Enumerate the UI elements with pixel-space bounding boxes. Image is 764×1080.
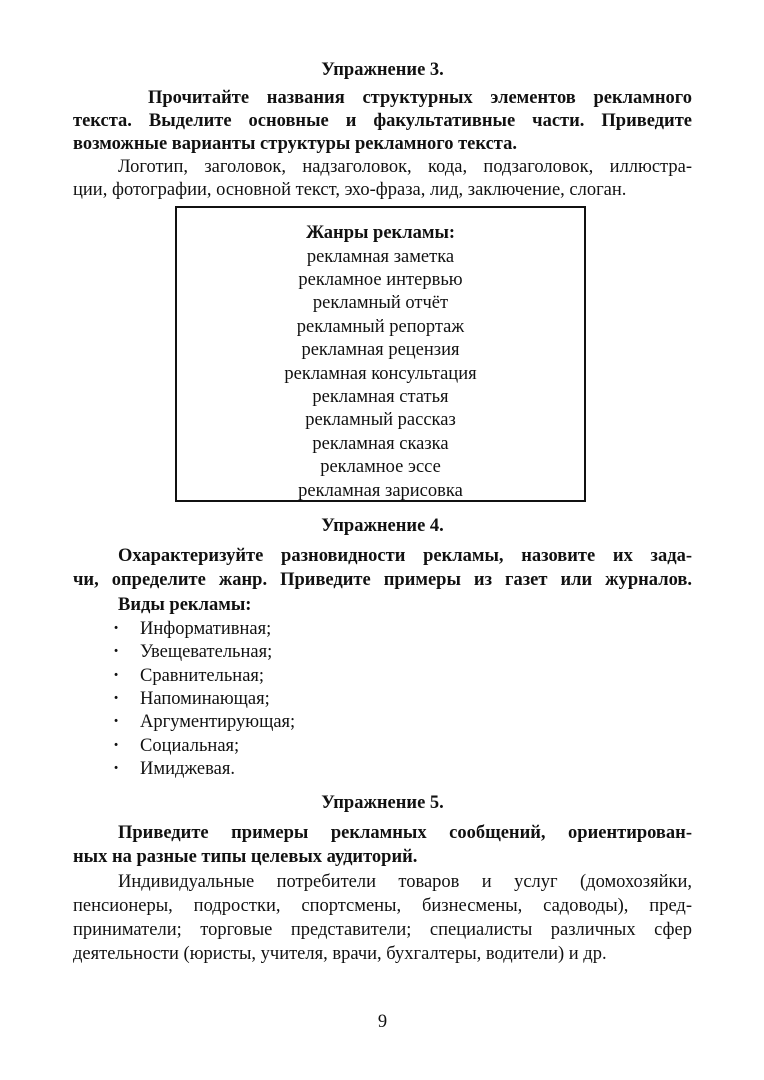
bullet-icon: · xyxy=(113,712,120,732)
ad-genres-title: Жанры рекламы: xyxy=(305,223,456,243)
bullet-icon: · xyxy=(113,642,120,662)
exercise-5-heading: Упражнение 5. xyxy=(321,793,444,813)
ad-genre-item: рекламное эссе xyxy=(320,457,441,477)
exercise-3-task-line: возможные варианты структуры рекламного текста. xyxy=(73,134,517,154)
ad-type-item: · Напоминающая; xyxy=(113,689,270,709)
exercise-5-text-line: деятельности (юристы, учителя, врачи, бухгалтеры, водители) и др. xyxy=(73,944,607,964)
bullet-icon: · xyxy=(113,759,120,779)
ad-type-item: · Социальная; xyxy=(113,736,240,756)
ad-genre-item: рекламное интервью xyxy=(298,270,463,290)
bullet-icon: · xyxy=(113,666,120,686)
ad-types-title: Виды рекламы: xyxy=(118,595,252,615)
exercise-4-heading: Упражнение 4. xyxy=(321,516,444,536)
exercise-5-text-line: приниматели; торговые представители; специалисты различных сфер xyxy=(73,920,692,940)
ad-type-item: · Увещевательная; xyxy=(113,642,273,662)
ad-genre-item: рекламный отчёт xyxy=(312,293,449,313)
bullet-icon: · xyxy=(113,689,120,709)
exercise-3-heading: Упражнение 3. xyxy=(321,60,444,80)
ad-genre-item: рекламный репортаж xyxy=(296,317,465,337)
ad-genre-item: рекламная заметка xyxy=(306,247,455,267)
exercise-4-task-line: Охарактеризуйте разновидности рекламы, назовите их зада- xyxy=(118,546,692,566)
ad-genre-item: рекламная сказка xyxy=(312,434,449,454)
ad-genre-item: рекламный рассказ xyxy=(305,410,456,430)
exercise-5-text-line: пенсионеры, подростки, спортсмены, бизнесмены, садоводы), пред- xyxy=(73,896,692,916)
exercise-3-text-line: Логотип, заголовок, надзаголовок, кода, подзаголовок, иллюстра- xyxy=(118,157,692,177)
ad-type-item: · Информативная; xyxy=(113,619,272,639)
ad-genres-box xyxy=(175,206,586,502)
ad-genre-item: рекламная рецензия xyxy=(301,340,460,360)
ad-type-item: · Сравнительная; xyxy=(113,666,265,686)
ad-genre-item: рекламная консультация xyxy=(284,364,477,384)
page-number: 9 xyxy=(377,1012,388,1032)
exercise-3-text-line: ции, фотографии, основной текст, эхо-фраза, лид, заключение, слоган. xyxy=(73,180,627,200)
bullet-icon: · xyxy=(113,736,120,756)
exercise-3-task-line: текста. Выделите основные и факультативные части. Приведите xyxy=(73,111,692,131)
exercise-4-task-line: чи, определите жанр. Приведите примеры из газет или журналов. xyxy=(73,570,692,590)
exercise-5-task-line: ных на разные типы целевых аудиторий. xyxy=(73,847,418,867)
ad-genre-item: рекламная статья xyxy=(312,387,449,407)
bullet-icon: · xyxy=(113,619,120,639)
ad-type-item: · Аргументирующая; xyxy=(113,712,296,732)
ad-genre-item: рекламная зарисовка xyxy=(298,481,463,501)
exercise-5-text-line: Индивидуальные потребители товаров и услуг (домохозяйки, xyxy=(118,872,692,892)
exercise-3-task-line: Прочитайте названия структурных элементов рекламного xyxy=(148,88,692,108)
exercise-5-task-line: Приведите примеры рекламных сообщений, ориентирован- xyxy=(118,823,692,843)
ad-type-item: · Имиджевая. xyxy=(113,759,235,779)
